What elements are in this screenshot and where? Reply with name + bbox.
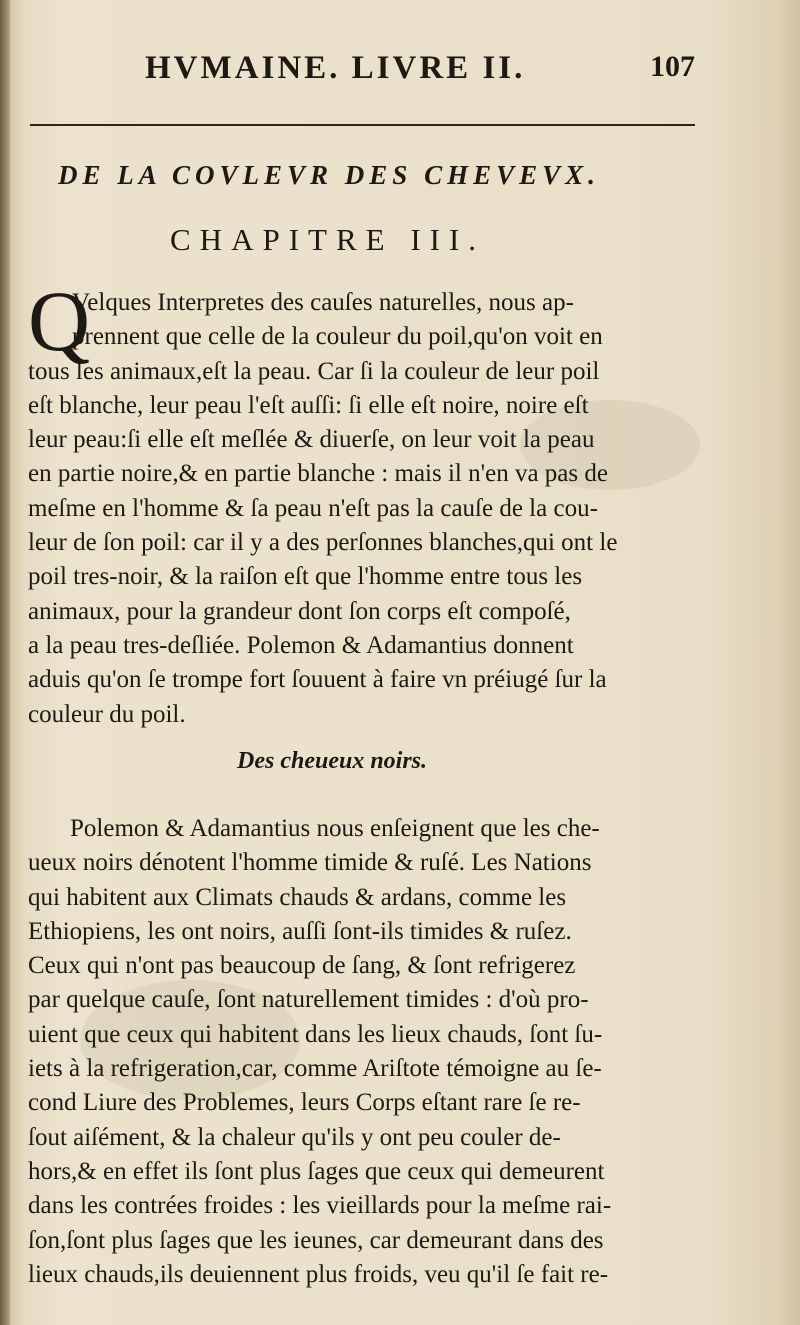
text-line: par quelque cauſe, ſont naturellement timides : d'où pro- [28,986,589,1014]
text-line: couleur du poil. [28,700,186,728]
running-head [0,50,800,94]
header-rule [30,124,695,126]
text-line: ſout aiſément, & la chaleur qu'ils y ont peu couler de- [28,1123,561,1151]
text-line: ſon,ſont plus ſages que les ieunes, car demeurant dans des [28,1226,604,1254]
text-line: meſme en l'homme & ſa peau n'eſt pas la cauſe de la cou- [28,494,598,522]
text-line: eſt blanche, leur peau l'eſt auſſi: ſi elle eſt noire, noire eſt [28,391,589,419]
text-line: leur de ſon poil: car il y a des perſonnes blanches,qui ont le [28,529,618,557]
text-line: tous les animaux,eſt la peau. Car ſi la couleur de leur poil [28,357,600,385]
drop-cap: Q [28,273,91,369]
running-head-title: HVMAINE. LIVRE II. [145,50,526,86]
text-line: leur peau:ſi elle eſt meſlée & diuerſe, on leur voit la peau [28,426,595,454]
text-line: hors,& en effet ils ſont plus ſages que ceux qui demeurent [28,1157,605,1185]
paragraph-2 [28,812,738,1292]
text-line: iets à la refrigeration,car, comme Ariſtote témoigne au ſe- [28,1055,602,1083]
page-number: 107 [650,50,695,83]
text-line: Velques Interpretes des cauſes naturelles, nous ap- [72,289,574,316]
text-line: cond Liure des Problemes, leurs Corps eſtant rare ſe re- [28,1089,581,1117]
text-line: animaux, pour la grandeur dont ſon corps eſt compoſé, [28,597,571,625]
section-title: DE LA COVLEVR DES CHEVEVX. [58,160,600,190]
subheading: Des cheueux noirs. [237,748,428,774]
text-line: aduis qu'on ſe trompe fort ſouuent à faire vn préiugé ſur la [28,666,607,694]
text-line: Ethiopiens, les ont noirs, auſſi ſont-ils timides & ruſez. [28,917,572,945]
text-line: prennent que celle de la couleur du poil,qu'on voit en [72,323,603,351]
text-line: dans les contrées froides : les vieillards pour la meſme rai- [28,1192,612,1220]
text-line: Polemon & Adamantius nous enſeignent que les che- [70,815,600,842]
text-line: a la peau tres-deſliée. Polemon & Adamantius donnent [28,631,574,659]
text-line: poil tres-noir, & la raiſon eſt que l'homme entre tous les [28,563,583,591]
text-line: Ceux qui n'ont pas beaucoup de ſang, & ſont refrigerez [28,952,576,980]
paragraph-1 [28,273,738,732]
chapter-heading: CHAPITRE III. [170,222,486,257]
text-line: en partie noire,& en partie blanche : mais il n'en va pas de [28,460,608,488]
text-line: ueux noirs dénotent l'homme timide & ruſé. Les Nations [28,849,592,877]
text-line: uient que ceux qui habitent dans les lieux chauds, ſont ſu- [28,1020,603,1048]
text-line: lieux chauds,ils deuiennent plus froids, veu qu'il ſe fait re- [28,1260,609,1288]
text-line: qui habitent aux Climats chauds & ardans, comme les [28,883,567,911]
page-spine-edge [0,0,10,1325]
